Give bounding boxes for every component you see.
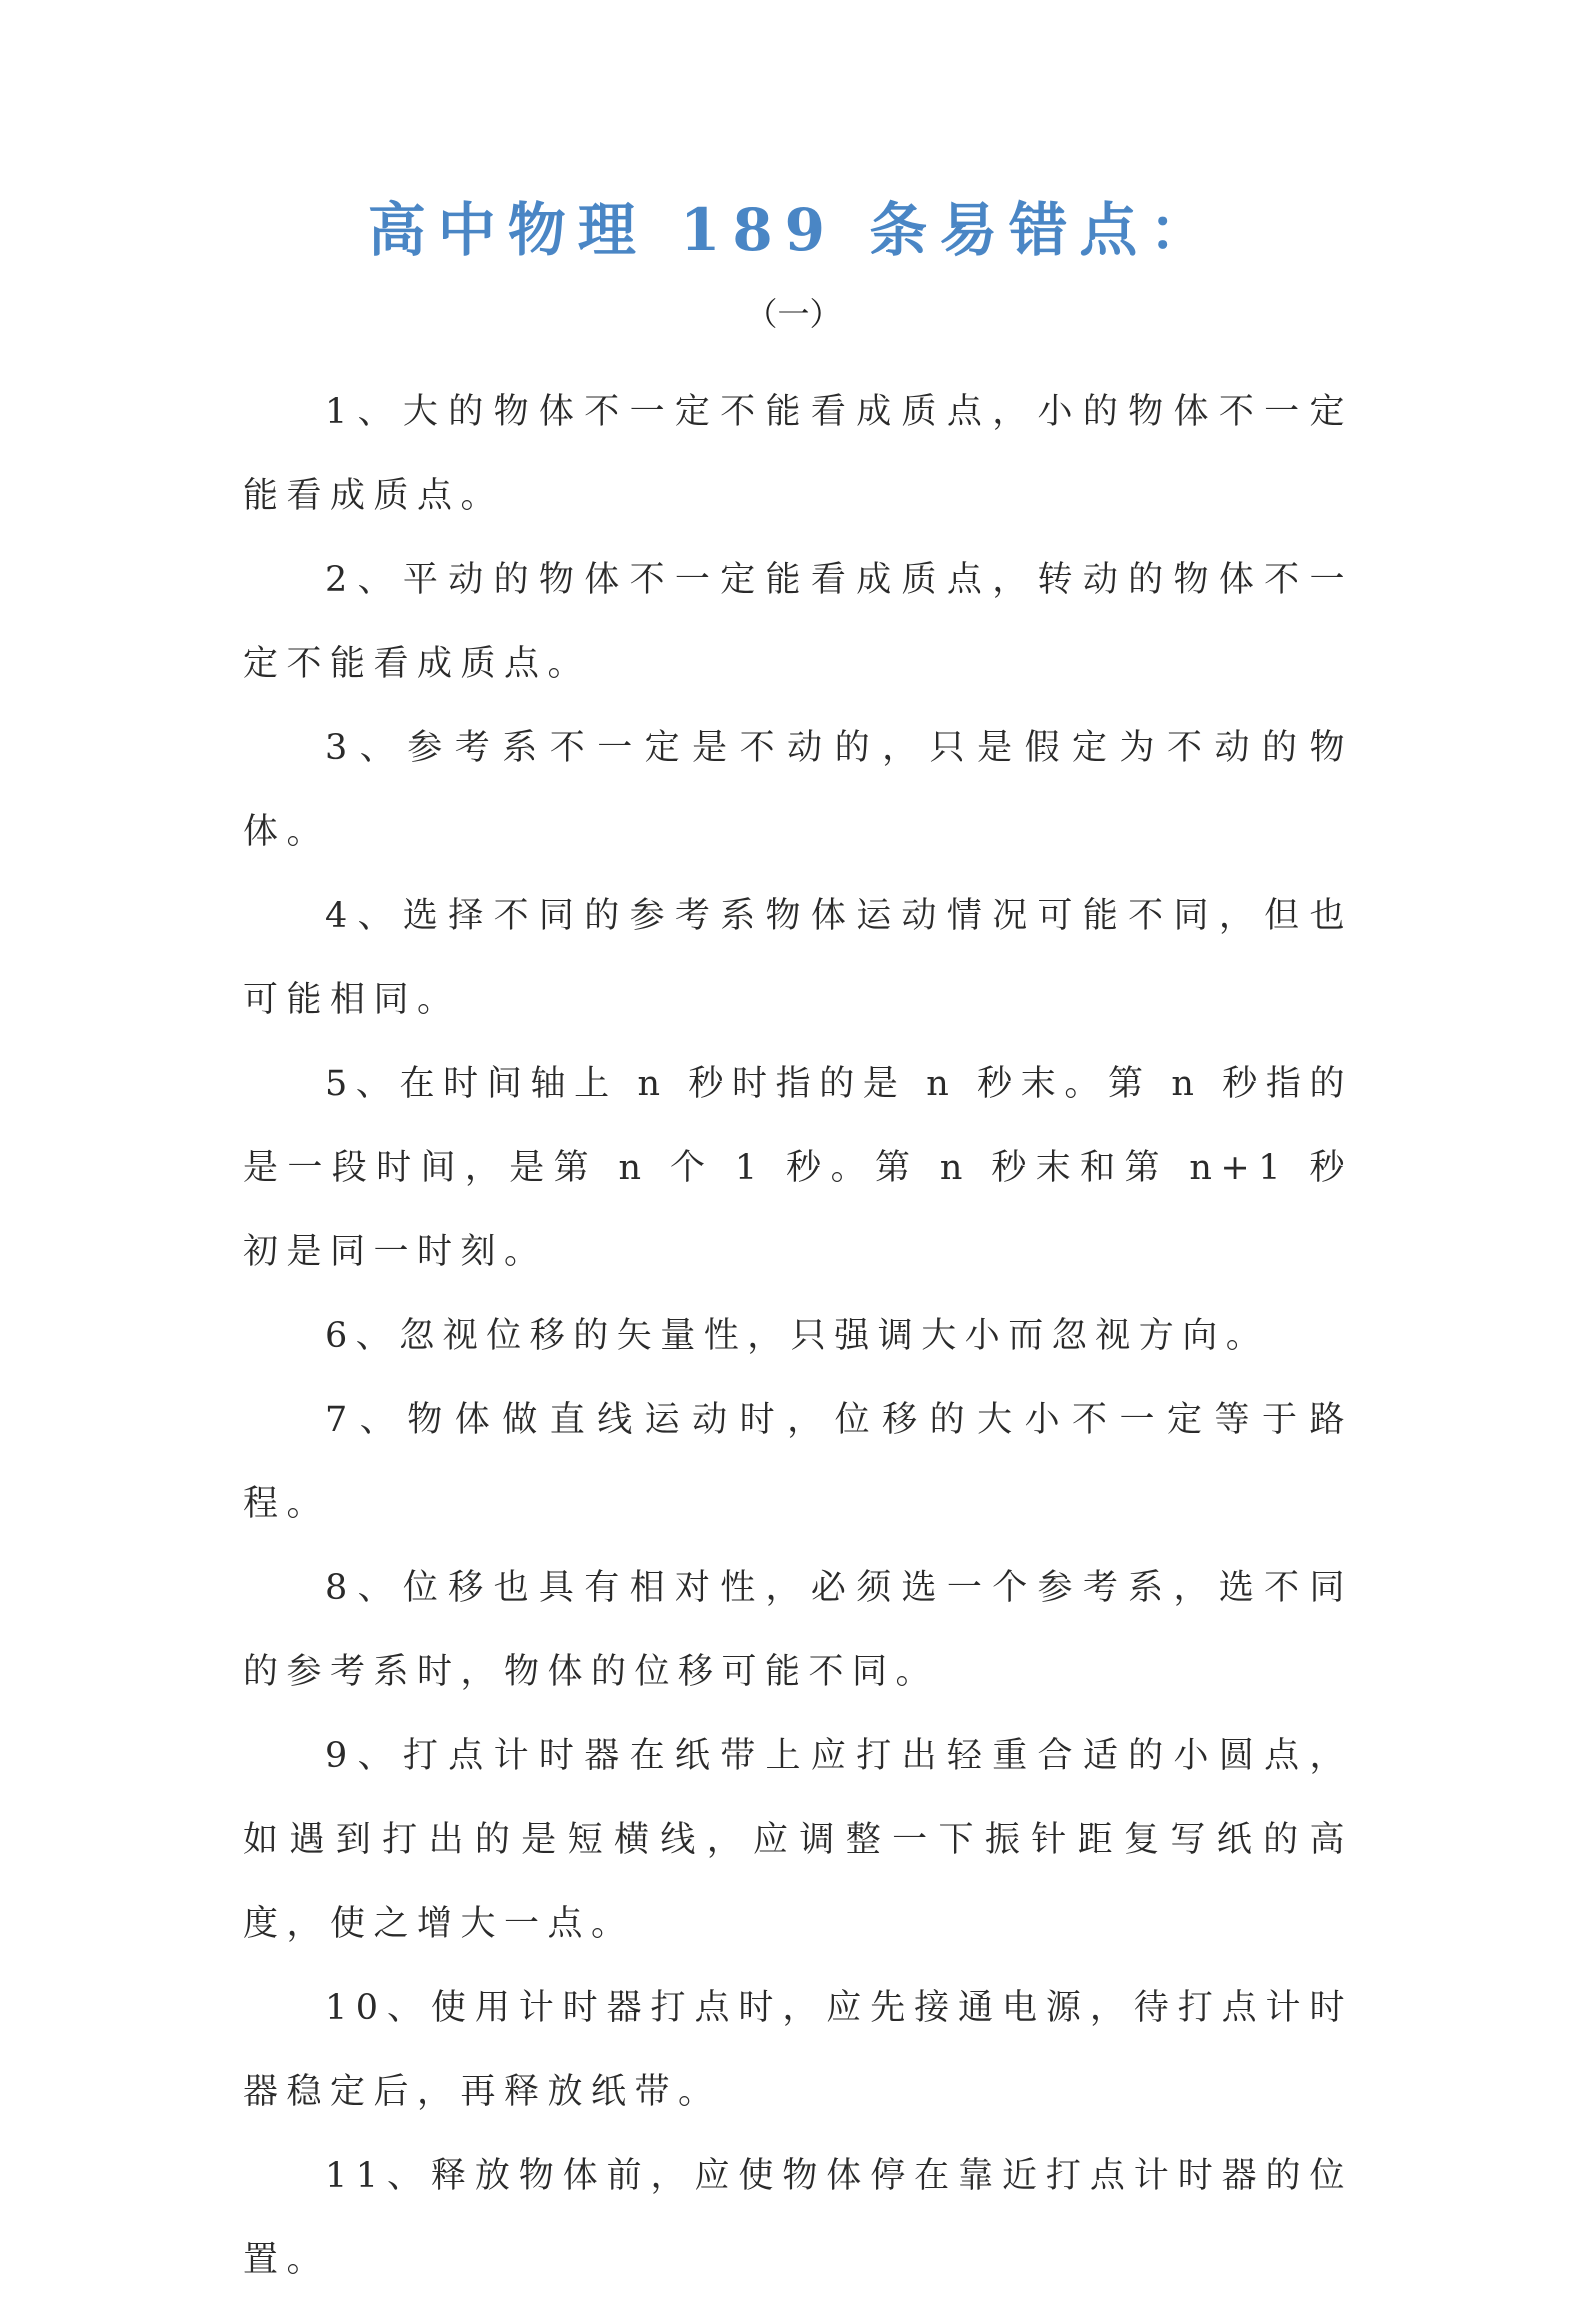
- list-item: 5、在时间轴上 n 秒时指的是 n 秒末。第 n 秒指的是一段时间，是第 n 个 1 秒。第 n 秒末和第 n+1 秒初是同一时刻。: [243, 1064, 1353, 1272]
- section-heading: （一）: [745, 295, 842, 333]
- list-item: 7、物体做直线运动时，位移的大小不一定等于路程。: [243, 1400, 1353, 1524]
- list-item: 6、忽视位移的矢量性，只强调大小而忽视方向。: [325, 1316, 1270, 1356]
- list-item: 8、位移也具有相对性，必须选一个参考系，选不同的参考系时，物体的位移可能不同。: [243, 1568, 1353, 1692]
- list-item: 11、释放物体前，应使物体停在靠近打点计时器的位置。: [243, 2156, 1353, 2280]
- list-item: 10、使用计时器打点时，应先接通电源，待打点计时器稳定后，再释放纸带。: [243, 1988, 1353, 2112]
- list-item: 3、参考系不一定是不动的，只是假定为不动的物体。: [243, 728, 1353, 852]
- list-item: 9、打点计时器在纸带上应打出轻重合适的小圆点，如遇到打出的是短横线，应调整一下振针距复写纸的高度，使之增大一点。: [243, 1736, 1353, 1944]
- document-body: [243, 370, 1353, 2302]
- list-item: 4、选择不同的参考系物体运动情况可能不同，但也可能相同。: [243, 896, 1353, 1020]
- list-item: 2、平动的物体不一定能看成质点，转动的物体不一定不能看成质点。: [243, 560, 1353, 684]
- list-item: 1、大的物体不一定不能看成质点，小的物体不一定能看成质点。: [243, 392, 1353, 516]
- document-title: 高中物理 189 条易错点：: [367, 196, 1220, 264]
